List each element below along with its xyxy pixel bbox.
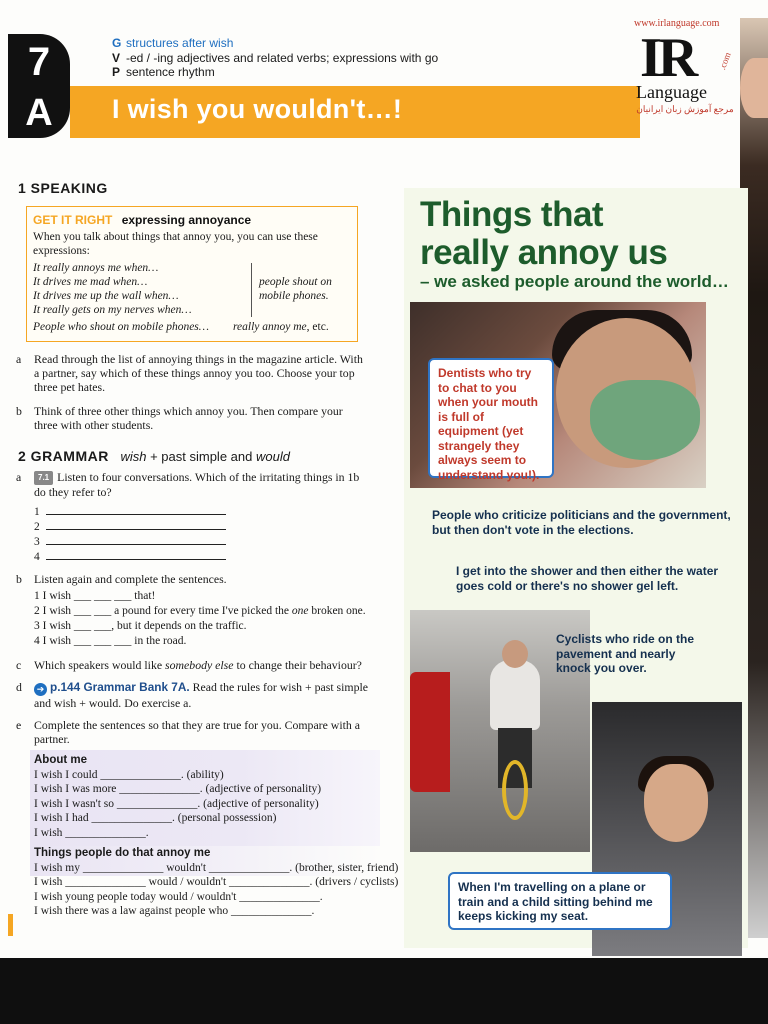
things-people-heading: Things people do that annoy me bbox=[34, 847, 211, 859]
get-it-right-intro: When you talk about things that annoy you, you can use these expressions: bbox=[33, 231, 318, 257]
answer-blank-1[interactable]: 1 bbox=[34, 505, 226, 520]
about-me-heading: About me bbox=[34, 754, 88, 766]
magazine-title: Things that really annoy us bbox=[420, 195, 668, 272]
lesson-objectives bbox=[112, 36, 438, 80]
things-people-row[interactable]: I wish my ______________ wouldn't ______________. (brother, sister, friend) bbox=[34, 861, 399, 874]
things-people-row[interactable]: I wish young people today would / wouldn't ______________. bbox=[34, 890, 323, 903]
listen-sentence: 1 I wish ___ ___ ___ that! bbox=[34, 590, 156, 602]
answer-blank-2[interactable]: 2 bbox=[34, 520, 226, 535]
annoyance-politicians: People who criticize politicians and the government, but then don't vote in the elections. bbox=[432, 508, 731, 537]
arrow-right-icon: ➔ bbox=[34, 683, 47, 696]
annoyance-shower: I get into the shower and then either the water goes cold or there's no shower gel left. bbox=[456, 564, 719, 593]
get-it-right-tag: GET IT RIGHT bbox=[33, 213, 113, 227]
expression-list bbox=[33, 261, 233, 317]
objective-vocabulary: V -ed / -ing adjectives and related verbs; expressions with go bbox=[112, 50, 439, 65]
logo-tagline: مرجع آموزش زبان ایرانیان bbox=[636, 104, 734, 114]
logo-word: Language bbox=[636, 82, 707, 102]
grammar-task-e: e Complete the sentences so that they are true for you. Compare with a partner. bbox=[16, 718, 360, 747]
grammar-task-b: b Listen again and complete the sentences. bbox=[16, 572, 227, 586]
listen-sentence: 2 I wish ___ ___ a pound for every time I've picked the one broken one. bbox=[34, 605, 366, 617]
unit-number: 7 bbox=[27, 40, 51, 84]
grammar-task-d: d ➔ p.144 Grammar Bank 7A. Read the rules for wish + past simple and wish + would. Do exercise a. bbox=[16, 680, 369, 710]
example-right: really annoy me, etc. bbox=[233, 321, 329, 333]
about-me-row[interactable]: I wish I had ______________. (personal possession) bbox=[34, 812, 277, 825]
answer-blank-3[interactable]: 3 bbox=[34, 535, 226, 550]
expression-item: It really gets on my nerves when… bbox=[33, 304, 192, 316]
logo-letters: IR bbox=[640, 27, 695, 89]
example-left: People who shout on mobile phones… bbox=[33, 321, 209, 333]
surgical-mask bbox=[590, 380, 700, 460]
expression-item: It drives me up the wall when… bbox=[33, 290, 179, 302]
annoyance-seat-kicking: When I'm travelling on a plane or train and a child sitting behind me keeps kicking my seat. bbox=[448, 872, 672, 930]
about-me-block bbox=[34, 753, 321, 841]
irlanguage-logo bbox=[630, 18, 740, 122]
page-marker bbox=[8, 914, 13, 936]
about-me-row[interactable]: I wish ______________. bbox=[34, 826, 149, 839]
page-bottom-band bbox=[0, 958, 768, 1024]
things-people-row[interactable]: I wish there was a law against people who ______________. bbox=[34, 905, 315, 918]
boy-face bbox=[644, 764, 708, 842]
get-it-right-title: expressing annoyance bbox=[121, 213, 252, 227]
unit-letter: A bbox=[25, 92, 53, 134]
unit-badge bbox=[8, 34, 70, 138]
grammar-heading: 2 GRAMMAR wish + past simple and would bbox=[18, 448, 290, 464]
answer-blank-4[interactable]: 4 bbox=[34, 550, 226, 565]
expression-completion: people shout on mobile phones. bbox=[259, 276, 332, 302]
about-me-row[interactable]: I wish I could ______________. (ability) bbox=[34, 768, 224, 781]
speaking-task-a: a Read through the list of annoying things in the magazine article. With a partner, say which of these things annoy you too. Choose your top three pet hates. bbox=[16, 352, 363, 395]
lesson-title: I wish you wouldn't…! bbox=[112, 94, 403, 124]
objective-grammar: G structures after wish bbox=[112, 36, 234, 50]
speaking-task-b: b Think of three other things which annoy you. Then compare your three with other students. bbox=[16, 404, 343, 433]
about-me-row[interactable]: I wish I wasn't so ______________. (adjective of personality) bbox=[34, 797, 319, 810]
audio-icon[interactable]: 7.1 bbox=[34, 471, 53, 485]
listen-sentence: 4 I wish ___ ___ ___ in the road. bbox=[34, 635, 187, 647]
expression-divider bbox=[251, 263, 252, 317]
expression-item: It really annoys me when… bbox=[33, 262, 159, 274]
expression-item: It drives me mad when… bbox=[33, 276, 148, 288]
listen-sentences bbox=[34, 590, 366, 650]
objective-pronunciation: P sentence rhythm bbox=[112, 65, 215, 79]
cyclist-figure bbox=[480, 640, 550, 820]
annoyance-cyclists: Cyclists who ride on the pavement and nearly knock you over. bbox=[556, 632, 695, 675]
logo-url: www.irlanguage.com bbox=[634, 18, 720, 29]
things-people-block bbox=[34, 846, 398, 919]
annoyance-dentists: Dentists who try to chat to you when your mouth is full of equipment (yet strangely they always seem to understand you!). bbox=[428, 358, 554, 478]
listen-sentence: 3 I wish ___ ___, but it depends on the traffic. bbox=[34, 620, 247, 632]
answer-blanks bbox=[34, 505, 226, 565]
about-me-row[interactable]: I wish I was more ______________. (adjective of personality) bbox=[34, 783, 322, 796]
magazine-subtitle: – we asked people around the world… bbox=[420, 272, 729, 291]
grammar-bank-link[interactable]: p.144 Grammar Bank 7A. bbox=[50, 680, 190, 694]
get-it-right-header bbox=[33, 213, 251, 227]
red-car bbox=[410, 672, 450, 792]
things-people-row[interactable]: I wish ______________ would / wouldn't ______________. (drivers / cyclists) bbox=[34, 876, 399, 889]
logo-com: .com bbox=[717, 50, 733, 72]
get-it-right-box bbox=[26, 206, 358, 342]
speaking-heading: 1 SPEAKING bbox=[18, 180, 108, 196]
grammar-task-a: a 7.1 Listen to four conversations. Which of the irritating things in 1b do they refer to? bbox=[16, 470, 360, 500]
grammar-task-c: c Which speakers would like somebody else to change their behaviour? bbox=[16, 658, 362, 672]
